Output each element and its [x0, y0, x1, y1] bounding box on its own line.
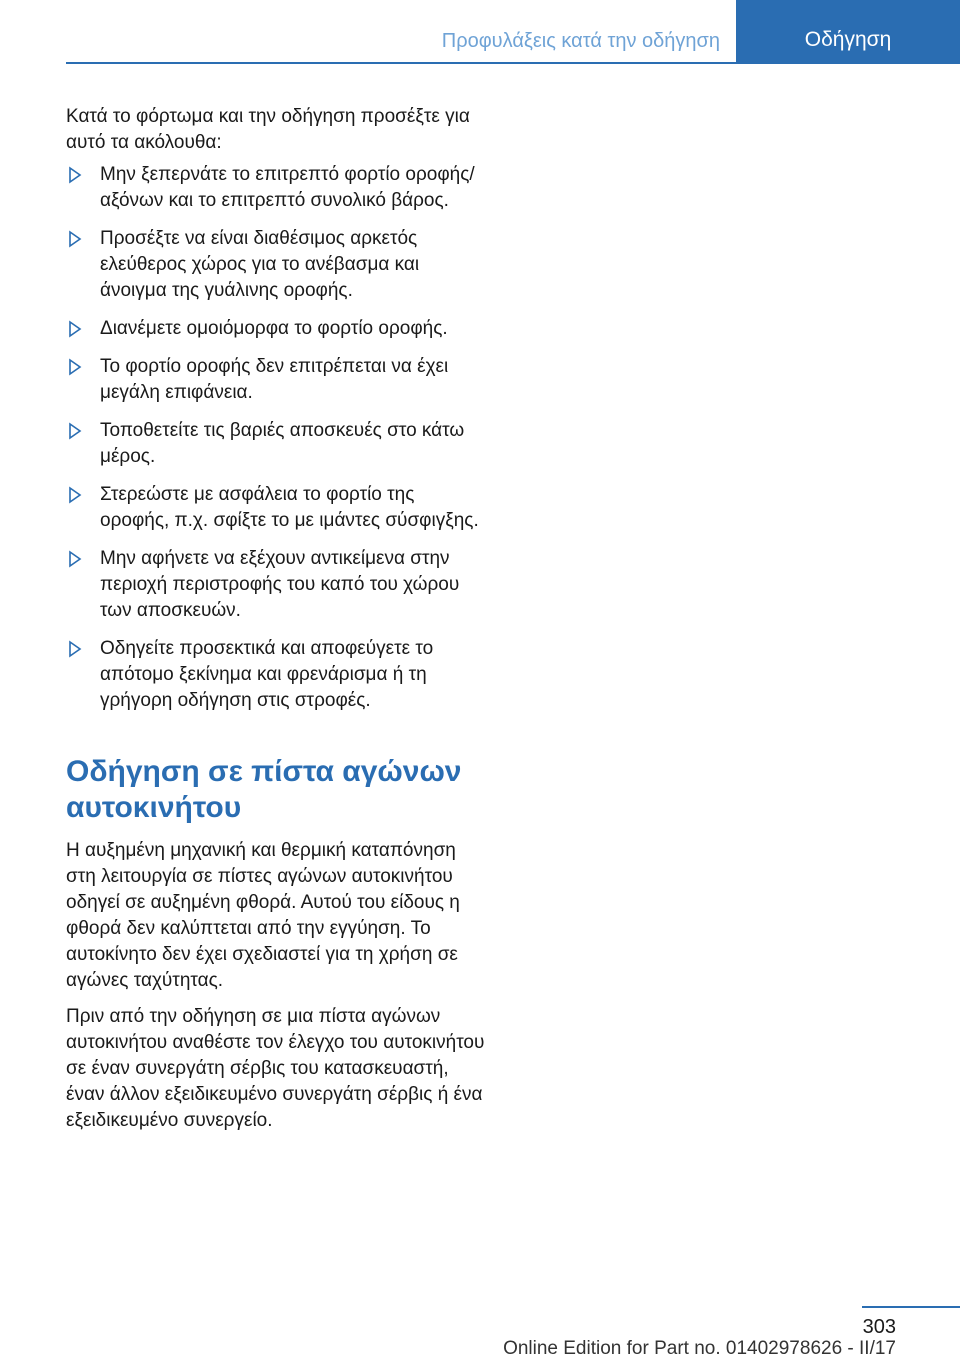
list-item — [66, 546, 486, 624]
list-item — [66, 636, 486, 714]
triangle-right-outline-icon — [68, 230, 82, 248]
header-chapter-tab — [736, 0, 960, 62]
list-item — [66, 162, 486, 214]
list-item-text: Διανέμετε ομοιόμορφα το φορτίο οροφής. — [100, 318, 448, 339]
header-chapter-label: Οδήγηση — [804, 28, 892, 51]
triangle-right-outline-icon — [68, 422, 82, 440]
body-paragraph: Η αυξημένη μηχανική και θερμική καταπόνηση στη λειτουργία σε πίστες αγώνων αυτοκινήτου οδηγεί σε αυξημένη φθορά. Αυτού του είδους η φθορά δεν καλύπτεται από την εγγύηση. Το αυτοκίνητο δεν έχει σχεδιαστεί για τη χρήση σε αγώνες ταχύτητας. — [66, 840, 460, 991]
list-item — [66, 418, 486, 470]
page-header — [66, 0, 960, 64]
list-item — [66, 354, 486, 406]
list-item-text: Το φορτίο οροφής δεν επιτρέπεται να έχει μεγάλη επιφάνεια. — [100, 356, 449, 403]
main-content — [66, 104, 486, 1144]
intro-text: Κατά το φόρτωμα και την οδήγηση προσέξτε για αυτό τα ακόλουθα: — [66, 106, 470, 153]
list-item-text: Προσέξτε να είναι διαθέσιμος αρκετός ελεύθερος χώρος για το ανέβασμα και άνοιγμα της γυάλινης οροφής. — [100, 228, 420, 301]
list-item — [66, 316, 486, 342]
triangle-right-outline-icon — [68, 166, 82, 184]
list-item-text: Μην αφήνετε να εξέχουν αντικείμενα στην περιοχή περιστροφής του καπό του χώρου των αποσκευών. — [100, 548, 460, 621]
footer-divider — [862, 1306, 960, 1308]
bullet-list — [66, 162, 486, 714]
page-number: 303 — [862, 1316, 896, 1338]
triangle-right-outline-icon — [68, 486, 82, 504]
list-item-text: Μην ξεπερνάτε το επιτρεπτό φορτίο οροφής/αξόνων και το επιτρεπτό συνολικό βάρος. — [100, 164, 475, 211]
triangle-right-outline-icon — [68, 358, 82, 376]
triangle-right-outline-icon — [68, 320, 82, 338]
header-section-title: Προφυλάξεις κατά την οδήγηση — [441, 30, 720, 52]
list-item-text: Τοποθετείτε τις βαριές αποσκευές στο κάτω μέρος. — [100, 420, 465, 467]
triangle-right-outline-icon — [68, 550, 82, 568]
list-item — [66, 482, 486, 534]
body-paragraph: Πριν από την οδήγηση σε μια πίστα αγώνων αυτοκινήτου αναθέστε τον έλεγχο του αυτοκινήτου σε έναν συνεργάτη σέρβις του κατασκευαστή, έναν άλλον εξειδικευμένο συνεργάτη σέρβις ή ένα εξειδικευμένο συνεργείο. — [66, 1006, 485, 1131]
list-item-text: Στερεώστε με ασφάλεια το φορτίο της οροφής, π.χ. σφίξτε το με ιμάντες σύσφιγξης. — [100, 484, 479, 531]
section-heading: Οδήγηση σε πίστα αγώνων αυτοκινήτου — [66, 755, 462, 824]
list-item-text: Οδηγείτε προσεκτικά και αποφεύγετε το απότομο ξεκίνημα και φρενάρισμα ή τη γρήγορη οδήγηση στις στροφές. — [100, 638, 434, 711]
footer-edition-text: Online Edition for Part no. 01402978626 - II/17 — [503, 1338, 896, 1359]
list-item — [66, 226, 486, 304]
triangle-right-outline-icon — [68, 640, 82, 658]
